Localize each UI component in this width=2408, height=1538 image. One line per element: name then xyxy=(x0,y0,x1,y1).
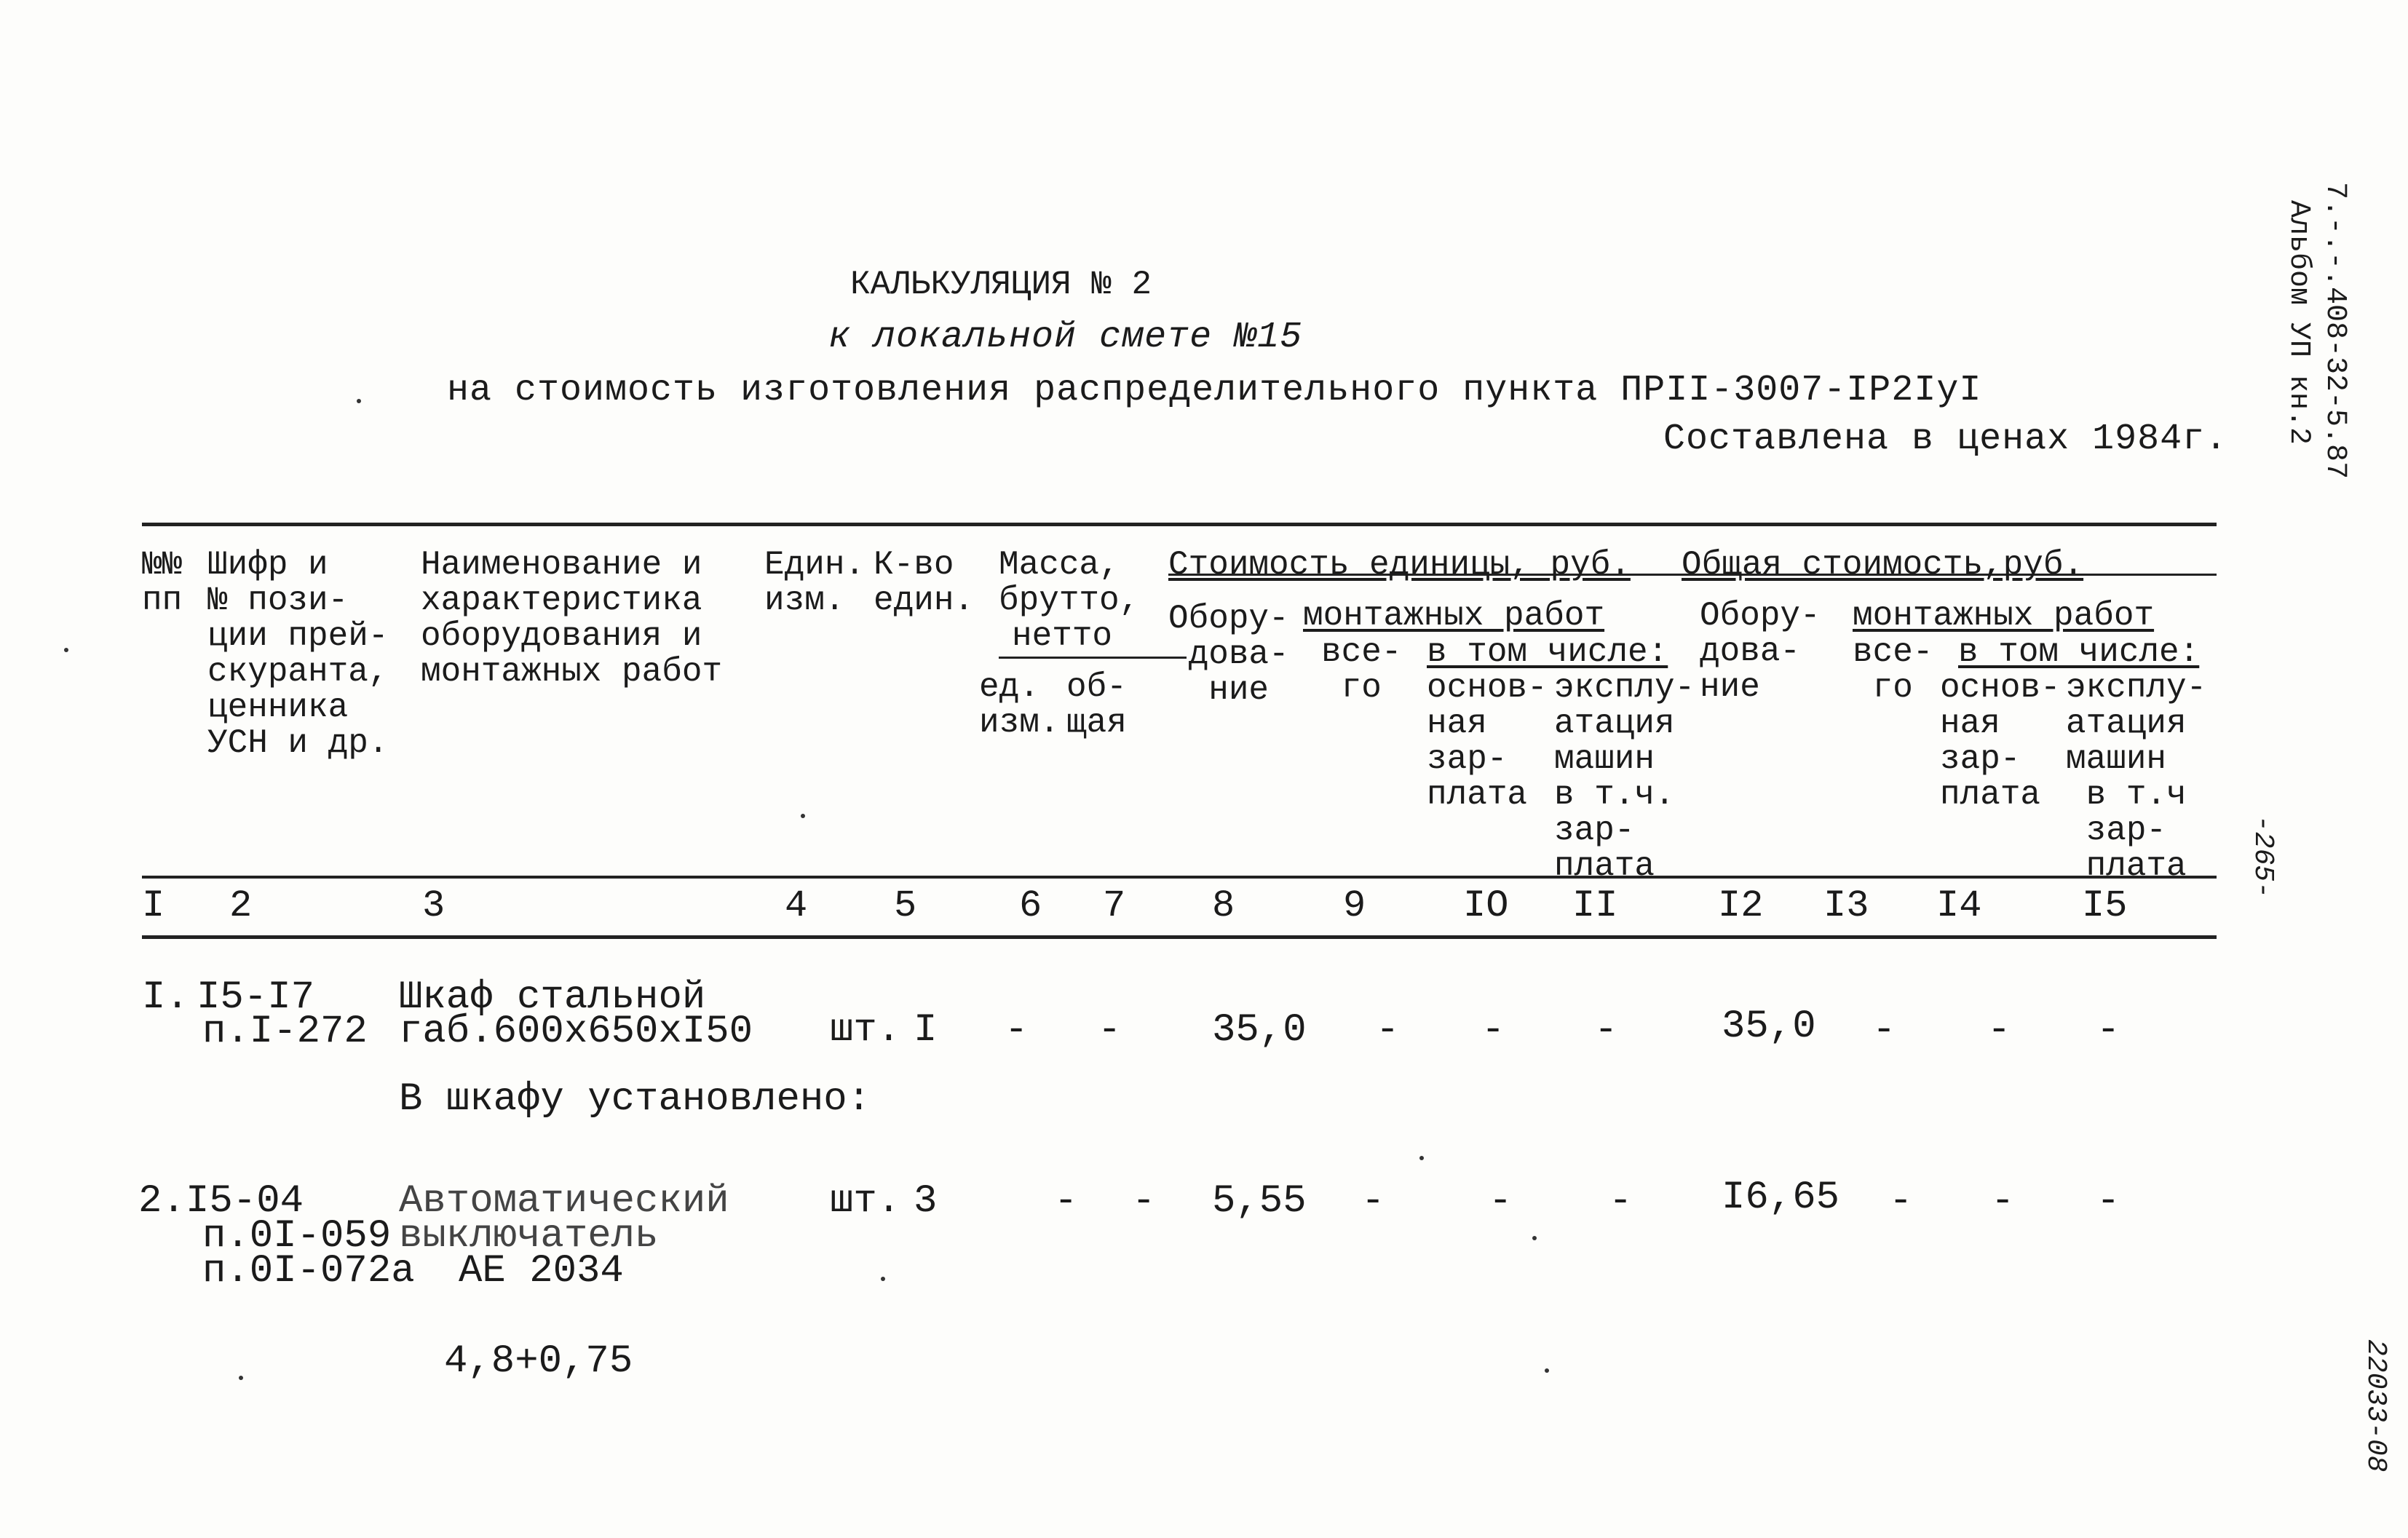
scan-speck xyxy=(357,399,361,403)
row-1-mont-total: - xyxy=(1872,1008,1896,1053)
title-line-4: Составлена в ценах 1984г. xyxy=(1663,419,2228,460)
header-equip-1: Обору- дова- ние xyxy=(1168,600,1289,709)
scan-speck xyxy=(881,1277,885,1281)
title-line-3: на стоимость изготовления распределительного пункта ПРII-3007-IP2IyI xyxy=(447,370,1982,411)
col-number: I3 xyxy=(1823,884,1869,927)
row-1-name-1: Шкаф стальной xyxy=(399,975,706,1020)
header-mont-1: монтажных работ xyxy=(1303,597,1605,635)
row-2-code-2: п.0I-059 xyxy=(202,1214,392,1258)
row-2-mass-total: - xyxy=(1132,1179,1156,1224)
header-code: Шифр и № пози- ции прей- скуранта, ценника УСН и др. xyxy=(207,546,389,762)
row-2-code-3: п.0I-072а xyxy=(202,1249,415,1293)
col-number: II xyxy=(1572,884,1618,927)
calc-note: 4,8+0,75 xyxy=(444,1339,633,1384)
header-qty: К-во един. xyxy=(874,546,975,619)
row-1-expl-unit: - xyxy=(1594,1008,1618,1053)
margin-stamp-2: Альбом УП кн.2 xyxy=(2282,200,2315,445)
scan-speck xyxy=(1419,1156,1424,1160)
row-2-num: 2. xyxy=(138,1179,186,1224)
row-1-qty: I xyxy=(914,1008,938,1053)
header-mont-2: монтажных работ xyxy=(1853,597,2155,635)
row-1-equip-total: 35,0 xyxy=(1722,1004,1816,1049)
col-number: I2 xyxy=(1718,884,1764,927)
row-1-code-2: п.I-272 xyxy=(202,1010,368,1054)
title-line-2: к локальной смете №15 xyxy=(828,317,1303,358)
row-1-expl-total: - xyxy=(2096,1008,2120,1053)
header-num: №№ пп xyxy=(142,546,183,619)
header-mass: Масса, xyxy=(999,546,1120,584)
col-numbers-rule xyxy=(142,935,2217,939)
row-2-unit: шт. xyxy=(830,1179,901,1224)
row-2-code-1: I5-04 xyxy=(186,1179,304,1224)
row-2-equip-unit: 5,55 xyxy=(1212,1179,1307,1224)
row-2-osn-unit: - xyxy=(1489,1179,1513,1224)
header-mass-netto: нетто xyxy=(1012,617,1113,655)
header-group-unit-cost: Стоимость единицы, руб. xyxy=(1168,546,1631,584)
row-2-osn-total: - xyxy=(1991,1179,2015,1224)
col-number: 9 xyxy=(1343,884,1366,927)
row-1-mass-total: - xyxy=(1098,1008,1122,1053)
header-vtch-1: в том числе: xyxy=(1427,633,1668,671)
header-name: Наименование и характеристика оборудования и монтажных работ xyxy=(421,546,723,691)
col-number: 2 xyxy=(229,884,253,927)
col-number: 5 xyxy=(894,884,917,927)
col-number: IO xyxy=(1463,884,1509,927)
col-number: I4 xyxy=(1936,884,1982,927)
header-group-total-cost: Общая стоимость,руб. xyxy=(1682,546,2084,584)
header-vsego-2: все- го xyxy=(1853,633,1933,707)
row-2-expl-unit: - xyxy=(1609,1179,1633,1224)
col-number: I xyxy=(142,884,165,927)
row-1-name-2: габ.600х650хI50 xyxy=(399,1010,753,1054)
header-expl-1: эксплу- атация машин в т.ч. зар- плата xyxy=(1554,669,1695,885)
row-2-mont-total: - xyxy=(1889,1179,1913,1224)
row-1-code-1: I5-I7 xyxy=(197,975,315,1020)
col-number: 6 xyxy=(1019,884,1042,927)
margin-stamp-1: 7.-.-.408-32-5.87 xyxy=(2318,182,2351,480)
installed-note: В шкафу установлено: xyxy=(399,1077,871,1122)
header-unit: Един. изм. xyxy=(764,546,866,619)
row-1-osn-unit: - xyxy=(1481,1008,1505,1053)
header-osn-2: основ- ная зар- плата xyxy=(1940,669,2061,814)
title-line-1: КАЛЬКУЛЯЦИЯ № 2 xyxy=(850,266,1152,304)
row-2-mass-unit: - xyxy=(1054,1179,1078,1224)
col-number: 8 xyxy=(1212,884,1235,927)
row-1-osn-total: - xyxy=(1987,1008,2011,1053)
mass-underline xyxy=(999,657,1187,659)
col-number: 3 xyxy=(422,884,445,927)
header-mass-brutto: брутто, xyxy=(999,582,1140,619)
scan-speck xyxy=(239,1376,243,1380)
scan-speck xyxy=(64,648,68,652)
row-1-unit: шт. xyxy=(830,1008,901,1053)
scan-speck xyxy=(801,814,805,818)
header-bottom-rule xyxy=(142,876,2217,879)
row-2-expl-total: - xyxy=(2096,1179,2120,1224)
row-1-mass-unit: - xyxy=(1005,1008,1029,1053)
row-2-mont-total-unit: - xyxy=(1361,1179,1385,1224)
row-2-qty: 3 xyxy=(914,1179,938,1224)
header-expl-2: эксплу- атация машин в т.ч зар- плата xyxy=(2066,669,2207,885)
row-1-mont-total-unit: - xyxy=(1376,1008,1400,1053)
header-equip-2: Обору- дова- ние xyxy=(1700,597,1821,706)
header-mass-total: об- щая xyxy=(1066,668,1127,742)
row-1-num: I. xyxy=(142,975,189,1020)
header-vsego-1: все- го xyxy=(1321,633,1402,707)
row-2-name-2: выключатель xyxy=(399,1214,659,1258)
table-top-rule xyxy=(142,523,2217,526)
bottom-code: 22033-08 xyxy=(2360,1339,2391,1472)
scan-speck xyxy=(1532,1236,1537,1240)
header-mass-unit: ед. изм. xyxy=(979,668,1060,742)
row-2-name-3: АЕ 2034 xyxy=(459,1249,624,1293)
header-osn-1: основ- ная зар- плата xyxy=(1427,669,1548,814)
header-vtch-2: в том числе: xyxy=(1958,633,2200,671)
page-number: -265- xyxy=(2247,815,2278,899)
col-number: 7 xyxy=(1103,884,1126,927)
row-2-name-1: Автоматический xyxy=(399,1179,729,1224)
row-1-equip-unit: 35,0 xyxy=(1212,1008,1307,1053)
row-2-equip-total: I6,65 xyxy=(1722,1176,1840,1220)
col-number: I5 xyxy=(2082,884,2128,927)
scan-speck xyxy=(1545,1368,1549,1373)
col-number: 4 xyxy=(785,884,808,927)
